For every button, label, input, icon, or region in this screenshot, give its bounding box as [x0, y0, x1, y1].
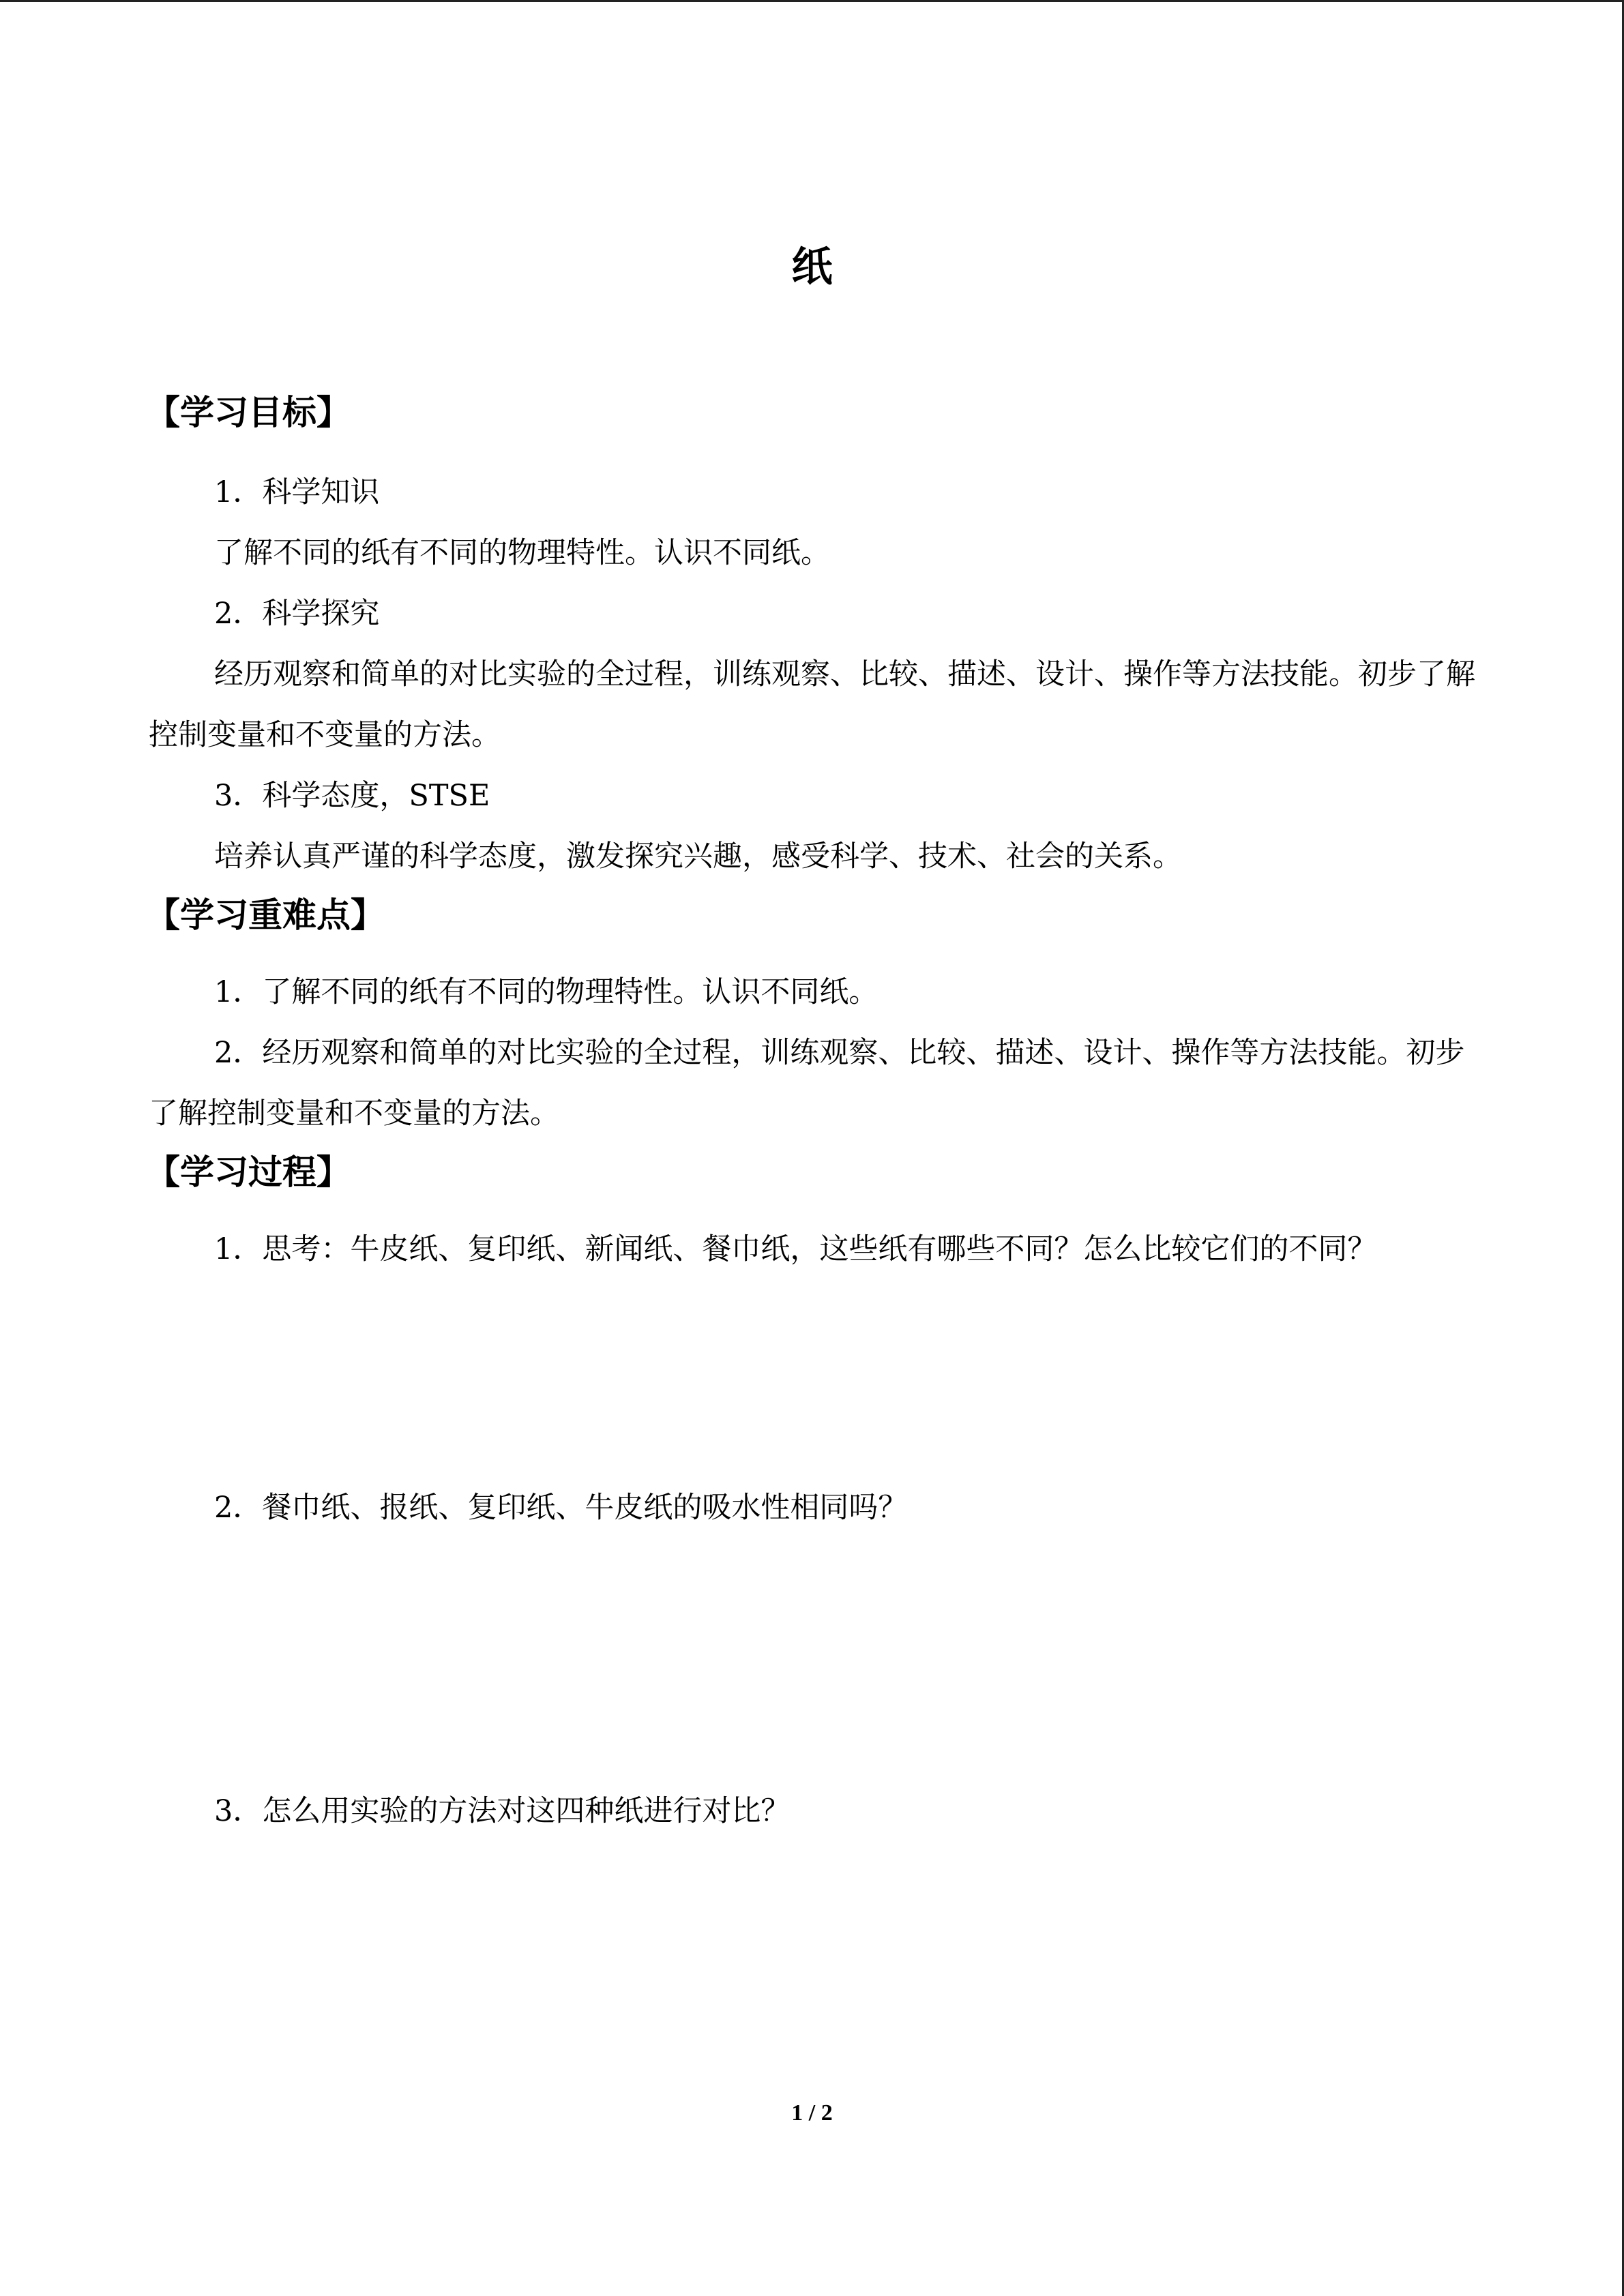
process-question: 2．餐巾纸、报纸、复印纸、牛皮纸的吸水性相同吗？: [214, 1491, 908, 1525]
answer-space: [149, 1280, 1479, 1478]
objective-item-text: 培养认真严谨的科学态度，激发探究兴趣，感受科学、技术、社会的关系。: [214, 839, 1182, 874]
key-point-item: 1．了解不同的纸有不同的物理特性。认识不同纸。: [214, 975, 879, 1009]
section-key-points-body: [149, 962, 1479, 1144]
section-heading-process: 【学习过程】: [146, 1152, 351, 1192]
page-top-border: [0, 0, 1624, 2]
page-number: 1 / 2: [791, 2100, 833, 2126]
key-point-item: 2．经历观察和简单的对比实验的全过程，训练观察、比较、描述、设计、操作等方法技能。初步了解控制变量和不变量的方法。: [149, 1036, 1465, 1131]
document-body: [146, 382, 1479, 1842]
section-heading-key-points: 【学习重难点】: [146, 895, 385, 935]
objective-item-title: 2．科学探究: [214, 597, 380, 631]
process-question: 3．怎么用实验的方法对这四种纸进行对比？: [214, 1794, 791, 1828]
page-title: 纸: [791, 243, 833, 292]
objective-item-text: 经历观察和简单的对比实验的全过程，训练观察、比较、描述、设计、操作等方法技能。初步了解控制变量和不变量的方法。: [149, 657, 1475, 752]
section-heading-objectives: 【学习目标】: [146, 393, 351, 432]
section-process-body: [149, 1219, 1479, 1842]
objective-item-title: 3．科学态度，STSE: [214, 779, 490, 813]
objective-item-title: 1．科学知识: [214, 475, 380, 509]
process-question: 1．思考：牛皮纸、复印纸、新闻纸、餐巾纸，这些纸有哪些不同？怎么比较它们的不同？: [214, 1232, 1377, 1266]
objective-item-text: 了解不同的纸有不同的物理特性。认识不同纸。: [214, 536, 830, 570]
section-objectives-body: [149, 462, 1479, 887]
answer-space: [149, 1538, 1479, 1781]
